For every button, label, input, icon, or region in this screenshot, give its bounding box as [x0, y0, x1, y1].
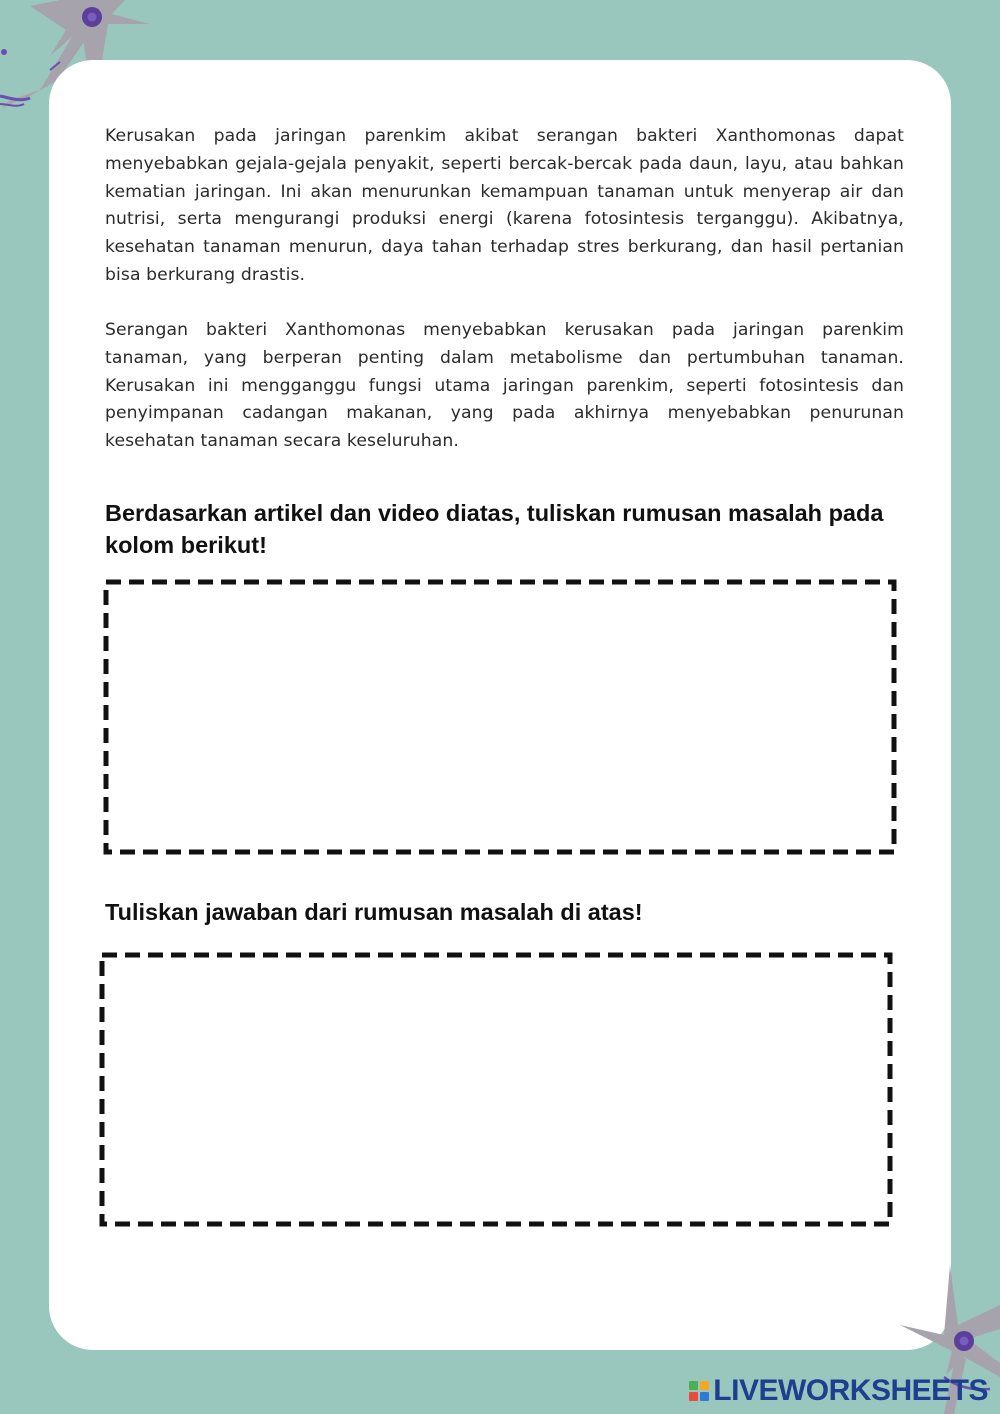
article-paragraph-1: Kerusakan pada jaringan parenkim akibat serangan bakteri Xanthomonas dapat menyebabkan gejala-gejala penyakit, seperti bercak-bercak pada daun, layu, atau bahkan kematian jaringan. Ini akan menurunkan kemampuan tanaman untuk menyerap air dan nutrisi, serta mengurangi produksi energi (karena fotosintesis terganggu). Akibatnya, kesehatan tanaman menurun, daya tahan terhadap stres berkurang, dan hasil pertanian bisa berkurang drastis. [105, 126, 904, 285]
problem-answer-input[interactable] [101, 954, 891, 1225]
article-paragraph-2: Serangan bakteri Xanthomonas menyebabkan kerusakan pada jaringan parenkim tanaman, yang berperan penting dalam metabolisme dan pertumbuhan tanaman. Kerusakan ini mengganggu fungsi utama jaringan parenkim, seperti fotosintesis dan penyimpanan cadangan makanan, yang pada akhirnya menyebabkan penurunan kesehatan tanaman secara keseluruhan. [105, 320, 904, 452]
liveworksheets-brand [689, 1376, 988, 1406]
question-2-prompt: Tuliskan jawaban dari rumusan masalah di atas! [105, 899, 643, 925]
liveworksheets-logo-icon [689, 1381, 709, 1401]
problem-formulation-answer-input[interactable] [105, 581, 895, 853]
question-1-prompt: Berdasarkan artikel dan video diatas, tuliskan rumusan masalah pada kolom berikut! [105, 500, 884, 558]
brand-name: LIVEWORKSHEETS [713, 1374, 988, 1407]
